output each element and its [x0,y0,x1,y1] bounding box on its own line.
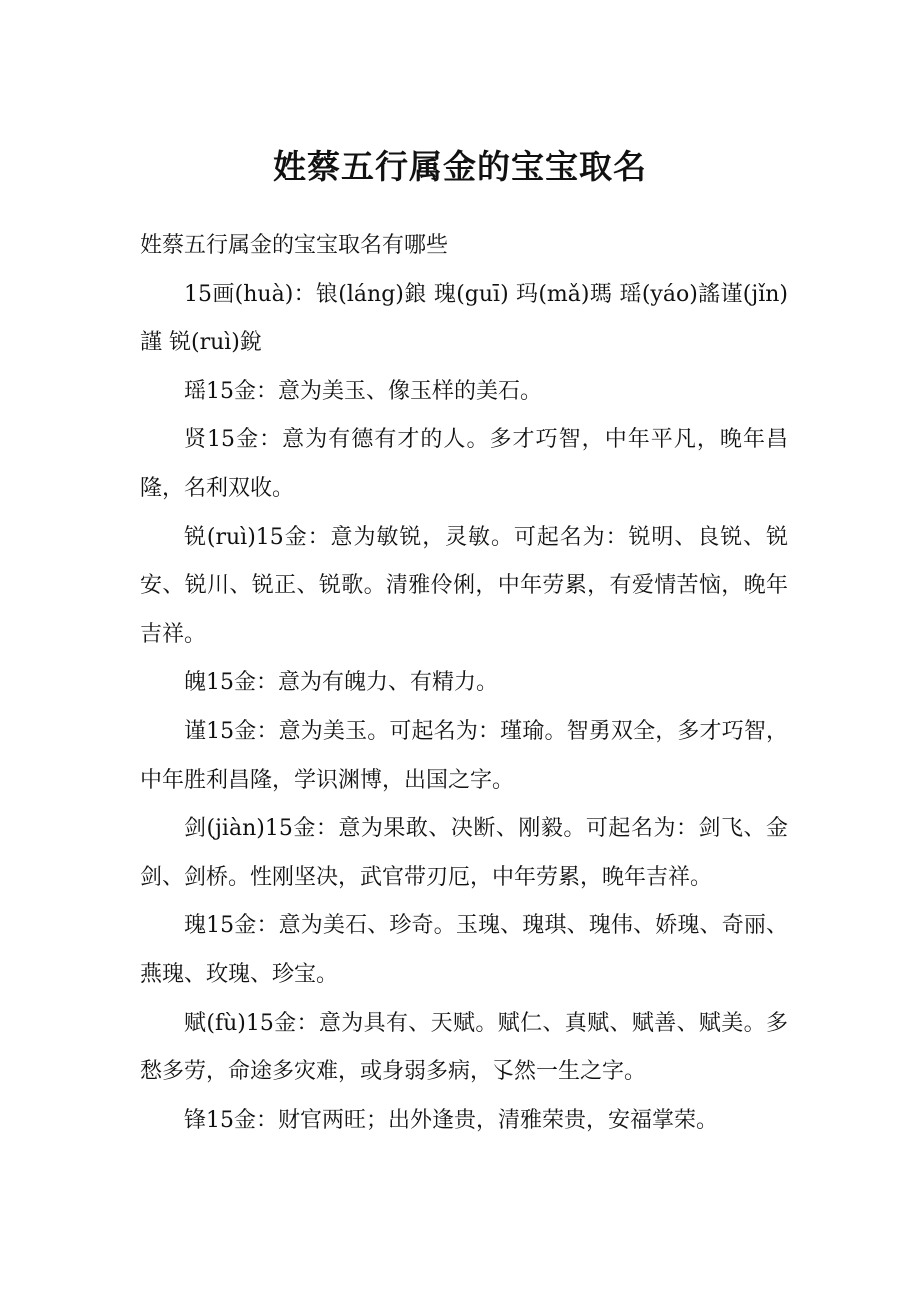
paragraph-stroke-list: 15画(huà)：锒(láng)鋃 瑰(guī) 玛(mǎ)瑪 瑶(yáo)謠谨(jǐn)謹 锐(ruì)銳 [140,281,788,356]
paragraph-jian: 剑(jiàn)15金：意为果敢、决断、刚毅。可起名为：剑飞、金剑、剑桥。性刚坚决，武官带刃厄，中年劳累，晚年吉祥。 [140,816,788,890]
paragraph-jin: 谨15金：意为美玉。可起名为：瑾瑜。智勇双全，多才巧智，中年胜利昌隆，学识渊博，出国之字。 [140,718,788,793]
document-body [140,222,788,1145]
paragraph-fu: 赋(fù)15金：意为具有、天赋。赋仁、真赋、赋善、赋美。多愁多劳，命途多灾难，或身弱多病，孓然一生之字。 [140,1010,788,1085]
paragraph-gui: 瑰15金：意为美石、珍奇。玉瑰、瑰琪、瑰伟、娇瑰、奇丽、燕瑰、玫瑰、珍宝。 [140,913,788,987]
paragraph-rui: 锐(ruì)15金：意为敏锐，灵敏。可起名为：锐明、良锐、锐安、锐川、锐正、锐歌。清雅伶俐，中年劳累，有爱情苦恼，晚年吉祥。 [140,524,788,647]
paragraph-yao: 瑶15金：意为美玉、像玉样的美石。 [184,378,542,404]
document-title: 姓蔡五行属金的宝宝取名 [273,147,647,186]
paragraph-feng: 锋15金：财官两旺；出外逢贵，清雅荣贵，安福掌荣。 [184,1107,718,1133]
section-heading: 姓蔡五行属金的宝宝取名有哪些 [140,233,449,258]
paragraph-po: 魄15金：意为有魄力、有精力。 [184,670,498,696]
paragraph-xian: 贤15金：意为有德有才的人。多才巧智，中年平凡，晚年昌隆，名利双收。 [140,427,788,501]
